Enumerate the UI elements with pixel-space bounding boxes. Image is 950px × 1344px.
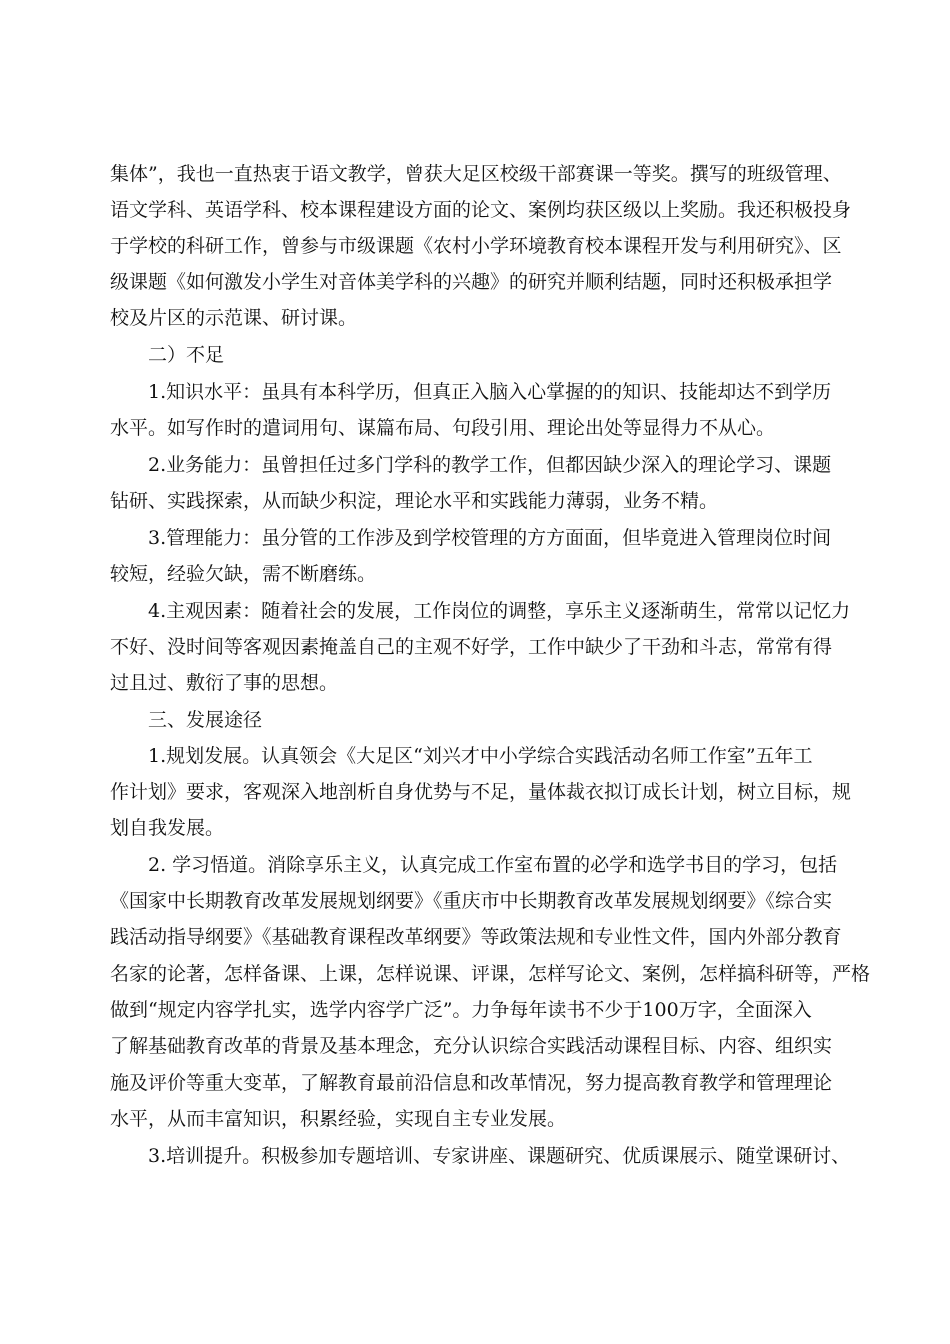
- text-line: 2.业务能力：虽曾担任过多门学科的教学工作，但都因缺少深入的理论学习、课题: [148, 454, 832, 476]
- text-line: 3.管理能力：虽分管的工作涉及到学校管理的方方面面，但毕竟进入管理岗位时间: [148, 527, 832, 549]
- text-line: 践活动指导纲要》《基础教育课程改革纲要》等政策法规和专业性文件，国内外部分教育: [110, 926, 842, 948]
- text-line: 《国家中长期教育改革发展规划纲要》《重庆市中长期教育改革发展规划纲要》《综合实: [110, 890, 833, 912]
- text-line: 不好、没时间等客观因素掩盖自己的主观不好学，工作中缺少了干劲和斗志，常常有得: [110, 636, 833, 658]
- text-line: 水平。如写作时的遣词用句、谋篇布局、句段引用、理论出处等显得力不从心。: [110, 417, 776, 439]
- text-line: 3.培训提升。积极参加专题培训、专家讲座、课题研究、优质课展示、随堂课研讨、: [148, 1145, 851, 1167]
- text-line: 做到“规定内容学扎实，选学内容学广泛”。力争每年读书不少于100万字，全面深入: [110, 999, 812, 1021]
- text-line: 作计划》要求，客观深入地剖析自身优势与不足，量体裁衣拟订成长计划，树立目标，规: [110, 781, 852, 803]
- text-line: 较短，经验欠缺，需不断磨练。: [110, 563, 377, 585]
- text-line: 水平，从而丰富知识，积累经验，实现自主专业发展。: [110, 1108, 567, 1130]
- text-line: 1.知识水平：虽具有本科学历，但真正入脑入心掌握的的知识、技能却达不到学历: [148, 381, 832, 403]
- text-line: 校及片区的示范课、研讨课。: [110, 307, 358, 329]
- text-line: 名家的论著，怎样备课、上课，怎样说课、评课，怎样写论文、案例，怎样搞科研等，严格: [110, 963, 871, 985]
- text-line: 了解基础教育改革的背景及基本理念，充分认识综合实践活动课程目标、内容、组织实: [110, 1035, 833, 1057]
- text-line: 4.主观因素：随着社会的发展，工作岗位的调整，享乐主义逐渐萌生，常常以记忆力: [148, 600, 851, 622]
- text-line: 施及评价等重大变革，了解教育最前沿信息和改革情况，努力提高教育教学和管理理论: [110, 1072, 833, 1094]
- text-line: 钻研、实践探索，从而缺少积淀，理论水平和实践能力薄弱，业务不精。: [110, 490, 719, 512]
- text-line: 2. 学习悟道。消除享乐主义，认真完成工作室布置的必学和选学书目的学习，包括: [148, 854, 838, 876]
- text-line: 集体”，我也一直热衷于语文教学，曾获大足区校级干部赛课一等奖。撰写的班级管理、: [110, 163, 842, 185]
- section-heading: 二）不足: [148, 344, 225, 366]
- text-line: 划自我发展。: [110, 817, 225, 839]
- text-line: 语文学科、英语学科、校本课程建设方面的论文、案例均获区级以上奖励。我还积极投身: [110, 199, 852, 221]
- text-line: 1.规划发展。认真领会《大足区“刘兴才中小学综合实践活动名师工作室”五年工: [148, 745, 813, 767]
- section-heading: 三、发展途径: [148, 709, 263, 731]
- text-line: 级课题《如何激发小学生对音体美学科的兴趣》的研究并顺利结题，同时还积极承担学: [110, 271, 833, 293]
- text-line: 过且过、敷衍了事的思想。: [110, 672, 339, 694]
- text-line: 于学校的科研工作，曾参与市级课题《农村小学环境教育校本课程开发与利用研究》、区: [110, 235, 842, 257]
